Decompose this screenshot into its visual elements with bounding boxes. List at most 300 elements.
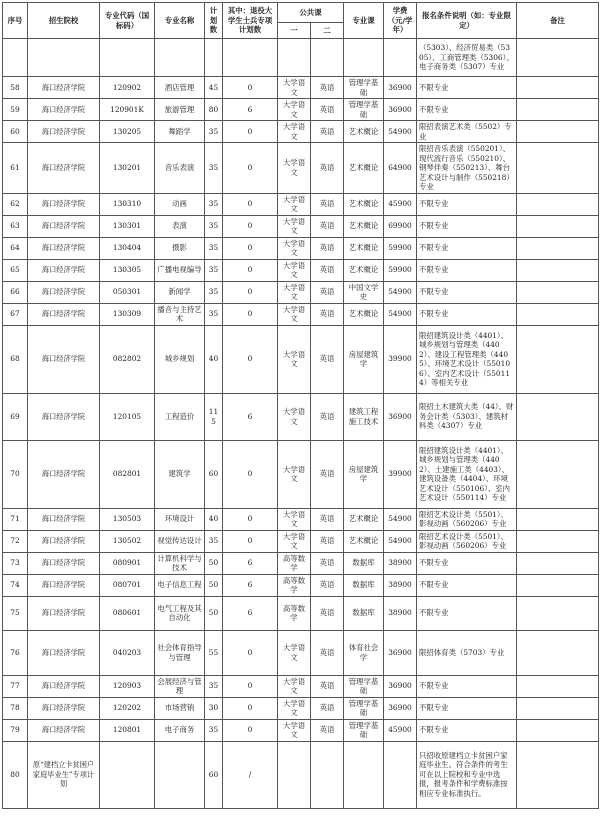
cell-major-name: 建筑学	[155, 440, 205, 508]
header-remark: 备注	[517, 3, 599, 39]
cell-seq: 75	[3, 596, 28, 630]
cell-fee: 69900	[384, 215, 417, 237]
cell-code: 120901K	[100, 99, 155, 121]
cell-seq: 66	[3, 281, 28, 303]
table-row	[3, 675, 599, 697]
cell-requirement: 限招土木建筑大类（44）、财务会计类（5303）、建筑材料类（4307）专业	[417, 393, 517, 440]
cell-requirement: 不限专业	[417, 303, 517, 325]
cell-plan: 35	[205, 237, 223, 259]
cell-plan: 50	[205, 574, 223, 596]
cell-public-2: 英语	[311, 697, 344, 719]
header-public-course: 公共课	[278, 3, 344, 23]
cell-major-name: 工程造价	[155, 393, 205, 440]
header-name: 专业名称	[155, 3, 205, 39]
table-row	[3, 697, 599, 719]
cell-school: 海口经济学院	[28, 193, 100, 215]
cell-fee: 39900	[384, 440, 417, 508]
cell-requirement: 不限专业	[417, 596, 517, 630]
cell-seq: 78	[3, 697, 28, 719]
cell-code: 120903	[100, 675, 155, 697]
cell-code: 120801	[100, 719, 155, 741]
cell-plan: 35	[205, 121, 223, 143]
cell-veteran: 0	[223, 719, 278, 741]
cell-public-2: 英语	[311, 574, 344, 596]
cell-code: 130502	[100, 530, 155, 552]
cell-public-2: 英语	[311, 121, 344, 143]
cell-public-2: 英语	[311, 440, 344, 508]
cell-public-1: 大学语文	[278, 215, 311, 237]
cell-school: 海口经济学院	[28, 530, 100, 552]
cell-code: 130301	[100, 215, 155, 237]
cell-veteran: /	[223, 741, 278, 808]
cell-requirement: 不限专业	[417, 259, 517, 281]
cell-major-name: 会展经济与管理	[155, 675, 205, 697]
cell-school: 海口经济学院	[28, 325, 100, 393]
cell-seq: 73	[3, 552, 28, 574]
cell-plan: 80	[205, 99, 223, 121]
cell-public-1: 大学语文	[278, 193, 311, 215]
cell-fee: 39900	[384, 325, 417, 393]
cell-code: 130310	[100, 193, 155, 215]
cell-seq: 71	[3, 508, 28, 530]
admission-plan-table	[2, 2, 599, 809]
cell-veteran: 0	[223, 440, 278, 508]
cell-major-course: 艺术概论	[344, 237, 384, 259]
table-row	[3, 574, 599, 596]
cell-major-name	[155, 741, 205, 808]
cell-major-course: 数据库	[344, 552, 384, 574]
cell-veteran: 0	[223, 281, 278, 303]
cell-seq: 68	[3, 325, 28, 393]
cell-public-1: 大学语文	[278, 530, 311, 552]
cell-veteran: 0	[223, 193, 278, 215]
cell-school: 海口经济学院	[28, 552, 100, 574]
table-row	[3, 193, 599, 215]
cell-plan: 55	[205, 630, 223, 675]
cell-remark	[517, 325, 599, 393]
cell-remark	[517, 596, 599, 630]
cell-public-1: 高等数学	[278, 574, 311, 596]
cell-requirement: 不限专业	[417, 675, 517, 697]
cell-fee: 54900	[384, 303, 417, 325]
cell-veteran: 0	[223, 259, 278, 281]
cell-plan: 35	[205, 143, 223, 194]
cell-veteran: 6	[223, 393, 278, 440]
cell-major-course: 艺术概论	[344, 215, 384, 237]
cell-fee: 64900	[384, 143, 417, 194]
cell-major-course: 管理学基础	[344, 99, 384, 121]
cell-public-2: 英语	[311, 237, 344, 259]
cell-fee: 38900	[384, 596, 417, 630]
header-fee: 学费（元/学年）	[384, 3, 417, 39]
cell-remark	[517, 574, 599, 596]
cell-public-1: 大学语文	[278, 303, 311, 325]
table-row	[3, 325, 599, 393]
cell-fee: 36900	[384, 393, 417, 440]
cell-major-course: 艺术概论	[344, 508, 384, 530]
cell-code: 130205	[100, 121, 155, 143]
cell-public-2	[311, 741, 344, 808]
cell-public-1: 大学语文	[278, 675, 311, 697]
cell-veteran: 6	[223, 552, 278, 574]
cell-code: 130503	[100, 508, 155, 530]
cell-school: 海口经济学院	[28, 630, 100, 675]
cell-major-course: 艺术概论	[344, 193, 384, 215]
header-public-2: 二	[311, 23, 344, 39]
cell-major-name: 播音与主持艺术	[155, 303, 205, 325]
header-plan: 计划数	[205, 3, 223, 39]
cell-fee: 36900	[384, 675, 417, 697]
table-row	[3, 440, 599, 508]
cell-public-2: 英语	[311, 259, 344, 281]
cell-school: 海口经济学院	[28, 215, 100, 237]
cell-school: 海口经济学院	[28, 393, 100, 440]
cell-major-name: 环境设计	[155, 508, 205, 530]
cell-public-1: 大学语文	[278, 440, 311, 508]
continuation-note: （5303）、经济贸易类（5305）、工商管理类（5306）、电子商务类（5307）专业	[417, 39, 517, 77]
cell-public-2: 英语	[311, 215, 344, 237]
cell-seq: 60	[3, 121, 28, 143]
table-row	[3, 596, 599, 630]
cell-major-name: 市场营销	[155, 697, 205, 719]
cell-major-course: 管理学基础	[344, 675, 384, 697]
cell-major-name: 新闻学	[155, 281, 205, 303]
table-row	[3, 508, 599, 530]
cell-school: 海口经济学院	[28, 596, 100, 630]
header-code: 专业代码（国标码）	[100, 3, 155, 39]
cell-code: 130305	[100, 259, 155, 281]
header-major-course: 专业课	[344, 3, 384, 39]
cell-major-name: 计算机科学与技术	[155, 552, 205, 574]
cell-seq: 63	[3, 215, 28, 237]
cell-major-course: 数据库	[344, 596, 384, 630]
cell-public-1: 大学语文	[278, 508, 311, 530]
header-school: 招生院校	[28, 3, 100, 39]
cell-plan: 35	[205, 259, 223, 281]
cell-veteran: 6	[223, 574, 278, 596]
cell-public-1: 大学语文	[278, 281, 311, 303]
cell-school: 海口经济学院	[28, 237, 100, 259]
cell-seq: 59	[3, 99, 28, 121]
cell-major-name: 广播电视编导	[155, 259, 205, 281]
table-row	[3, 741, 599, 808]
cell-seq: 74	[3, 574, 28, 596]
cell-school: 海口经济学院	[28, 719, 100, 741]
cell-school: 海口经济学院	[28, 77, 100, 99]
cell-fee: 45900	[384, 719, 417, 741]
table-row	[3, 719, 599, 741]
cell-major-course: 艺术概论	[344, 143, 384, 194]
cell-plan: 45	[205, 77, 223, 99]
cell-plan: 35	[205, 530, 223, 552]
cell-seq: 64	[3, 237, 28, 259]
cell-plan: 35	[205, 719, 223, 741]
cell-public-1	[278, 741, 311, 808]
cell-code: 080901	[100, 552, 155, 574]
cell-code: 130404	[100, 237, 155, 259]
cell-requirement: 不限专业	[417, 77, 517, 99]
cell-veteran: 6	[223, 99, 278, 121]
cell-fee: 54900	[384, 508, 417, 530]
cell-veteran: 0	[223, 675, 278, 697]
cell-fee: 45900	[384, 193, 417, 215]
cell-requirement: 不限专业	[417, 237, 517, 259]
cell-code: 120902	[100, 77, 155, 99]
cell-fee: 36900	[384, 99, 417, 121]
cell-veteran: 0	[223, 508, 278, 530]
cell-seq: 67	[3, 303, 28, 325]
cell-public-1: 大学语文	[278, 719, 311, 741]
cell-plan: 35	[205, 281, 223, 303]
cell-major-name: 酒店管理	[155, 77, 205, 99]
cell-veteran: 0	[223, 325, 278, 393]
cell-public-2: 英语	[311, 552, 344, 574]
cell-plan: 35	[205, 675, 223, 697]
cell-school: 海口经济学院	[28, 697, 100, 719]
cell-major-course: 艺术概论	[344, 121, 384, 143]
cell-public-2: 英语	[311, 508, 344, 530]
cell-public-2: 英语	[311, 143, 344, 194]
table-row	[3, 143, 599, 194]
cell-major-course: 房屋建筑学	[344, 440, 384, 508]
cell-major-name: 摄影	[155, 237, 205, 259]
cell-major-name: 音乐表演	[155, 143, 205, 194]
table-row	[3, 281, 599, 303]
cell-public-2: 英语	[311, 596, 344, 630]
cell-veteran: 0	[223, 77, 278, 99]
cell-fee: 36900	[384, 77, 417, 99]
cell-public-2: 英语	[311, 303, 344, 325]
cell-plan: 50	[205, 596, 223, 630]
cell-veteran: 0	[223, 215, 278, 237]
cell-major-course: 建筑工程施工技术	[344, 393, 384, 440]
cell-public-2: 英语	[311, 77, 344, 99]
cell-plan: 30	[205, 697, 223, 719]
cell-fee: 38900	[384, 552, 417, 574]
cell-major-course: 艺术概论	[344, 303, 384, 325]
cell-major-name: 表演	[155, 215, 205, 237]
cell-public-1: 大学语文	[278, 325, 311, 393]
cell-remark	[517, 237, 599, 259]
table-row	[3, 530, 599, 552]
cell-major-course: 艺术概论	[344, 530, 384, 552]
cell-major-name: 社会体育指导与管理	[155, 630, 205, 675]
cell-requirement: 不限专业	[417, 99, 517, 121]
cell-requirement: 不限专业	[417, 215, 517, 237]
table-row	[3, 393, 599, 440]
cell-plan: 35	[205, 193, 223, 215]
cell-requirement: 不限专业	[417, 574, 517, 596]
cell-school: 海口经济学院	[28, 143, 100, 194]
cell-seq: 62	[3, 193, 28, 215]
cell-public-2: 英语	[311, 719, 344, 741]
cell-seq: 65	[3, 259, 28, 281]
cell-requirement: 不限专业	[417, 719, 517, 741]
cell-plan: 40	[205, 508, 223, 530]
cell-public-2: 英语	[311, 630, 344, 675]
cell-veteran: 0	[223, 303, 278, 325]
cell-remark	[517, 530, 599, 552]
cell-major-name: 城乡规划	[155, 325, 205, 393]
cell-public-2: 英语	[311, 193, 344, 215]
cell-remark	[517, 697, 599, 719]
cell-requirement: 不限专业	[417, 193, 517, 215]
cell-fee: 54900	[384, 121, 417, 143]
cell-remark	[517, 281, 599, 303]
cell-code: 080601	[100, 596, 155, 630]
header-public-1: 一	[278, 23, 311, 39]
cell-public-1: 大学语文	[278, 121, 311, 143]
cell-public-1: 大学语文	[278, 697, 311, 719]
cell-major-course: 管理学基础	[344, 77, 384, 99]
cell-remark	[517, 215, 599, 237]
cell-major-course: 体育社会学	[344, 630, 384, 675]
cell-code: 120202	[100, 697, 155, 719]
cell-plan: 115	[205, 393, 223, 440]
cell-public-1: 大学语文	[278, 237, 311, 259]
cell-public-1: 大学语文	[278, 143, 311, 194]
cell-requirement: 限招表演艺术类（5502）专业	[417, 121, 517, 143]
continuation-row	[3, 39, 599, 77]
cell-school: 海口经济学院	[28, 574, 100, 596]
cell-remark	[517, 630, 599, 675]
cell-major-course	[344, 741, 384, 808]
cell-public-2: 英语	[311, 393, 344, 440]
cell-requirement: 限招艺术设计类（5501）、影视动画（560206）专业	[417, 530, 517, 552]
cell-seq: 69	[3, 393, 28, 440]
cell-school: 海口经济学院	[28, 303, 100, 325]
cell-veteran: 6	[223, 596, 278, 630]
table-row	[3, 121, 599, 143]
cell-major-course: 中国文学史	[344, 281, 384, 303]
cell-major-course: 管理学基础	[344, 719, 384, 741]
cell-remark	[517, 193, 599, 215]
header-requirement: 报名条件说明（如：专业限定）	[417, 3, 517, 39]
header-veteran: 其中：退役大学生士兵专项计划数	[223, 3, 278, 39]
cell-school: 海口经济学院	[28, 440, 100, 508]
cell-fee: 38900	[384, 574, 417, 596]
cell-seq: 58	[3, 77, 28, 99]
cell-requirement: 限招建筑设计类（4401）、城乡规划与管理类（4402）、土建施工类（4403）、建筑设备类（4404）、环境艺术设计（550106）、室内艺术设计（550114）专业	[417, 440, 517, 508]
cell-major-course: 数据库	[344, 574, 384, 596]
cell-school: 海口经济学院	[28, 281, 100, 303]
cell-public-2: 英语	[311, 281, 344, 303]
cell-remark	[517, 77, 599, 99]
cell-major-name: 动画	[155, 193, 205, 215]
cell-school: 海口经济学院	[28, 675, 100, 697]
cell-remark	[517, 508, 599, 530]
cell-plan: 50	[205, 552, 223, 574]
cell-school: 海口经济学院	[28, 99, 100, 121]
cell-remark	[517, 121, 599, 143]
cell-major-name: 旅游管理	[155, 99, 205, 121]
cell-school: 海口经济学院	[28, 121, 100, 143]
cell-remark	[517, 675, 599, 697]
cell-public-1: 大学语文	[278, 259, 311, 281]
cell-public-1: 高等数学	[278, 596, 311, 630]
cell-code	[100, 741, 155, 808]
cell-school: 海口经济学院	[28, 259, 100, 281]
table-row	[3, 215, 599, 237]
table-row	[3, 303, 599, 325]
cell-remark	[517, 99, 599, 121]
cell-public-2: 英语	[311, 325, 344, 393]
cell-fee: 54900	[384, 281, 417, 303]
cell-plan: 35	[205, 303, 223, 325]
cell-fee: 59900	[384, 237, 417, 259]
cell-requirement: 限招体育类（5703）专业	[417, 630, 517, 675]
cell-fee: 59900	[384, 259, 417, 281]
cell-requirement: 只招收原建档立卡贫困户家庭毕业生。符合条件的考生可在以上院校和专业中选报，报考条件和学费标准按相应专业标准执行。	[417, 741, 517, 808]
cell-seq: 76	[3, 630, 28, 675]
table-row	[3, 77, 599, 99]
cell-major-name: 舞蹈学	[155, 121, 205, 143]
cell-requirement: 不限专业	[417, 552, 517, 574]
cell-public-2: 英语	[311, 99, 344, 121]
cell-fee: 36900	[384, 697, 417, 719]
cell-plan: 40	[205, 325, 223, 393]
cell-requirement: 限招建筑设计类（4401）、城乡规划与管理类（4402）、建设工程管理类（4405）、环境艺术设计（550106）、室内艺术设计（550114）等相关专业	[417, 325, 517, 393]
cell-remark	[517, 143, 599, 194]
cell-code: 080701	[100, 574, 155, 596]
cell-code: 082801	[100, 440, 155, 508]
cell-requirement: 不限专业	[417, 697, 517, 719]
cell-plan: 60	[205, 741, 223, 808]
cell-code: 130309	[100, 303, 155, 325]
cell-public-1: 大学语文	[278, 630, 311, 675]
cell-seq: 61	[3, 143, 28, 194]
cell-major-name: 电子信息工程	[155, 574, 205, 596]
cell-veteran: 0	[223, 121, 278, 143]
cell-seq: 72	[3, 530, 28, 552]
cell-major-name: 电气工程及其自动化	[155, 596, 205, 630]
cell-veteran: 0	[223, 697, 278, 719]
cell-code: 082802	[100, 325, 155, 393]
cell-remark	[517, 303, 599, 325]
cell-seq: 79	[3, 719, 28, 741]
cell-requirement: 不限专业	[417, 281, 517, 303]
cell-remark	[517, 440, 599, 508]
cell-code: 120105	[100, 393, 155, 440]
cell-veteran: 0	[223, 630, 278, 675]
cell-plan: 35	[205, 215, 223, 237]
cell-code: 130201	[100, 143, 155, 194]
table-row	[3, 237, 599, 259]
cell-remark	[517, 393, 599, 440]
cell-requirement: 限招艺术设计类（5501）、影视动画（560206）专业	[417, 508, 517, 530]
cell-school: 原“建档立卡贫困户家庭毕业生”专项计划	[28, 741, 100, 808]
cell-plan: 60	[205, 440, 223, 508]
table-row	[3, 630, 599, 675]
cell-school: 海口经济学院	[28, 508, 100, 530]
table-row	[3, 552, 599, 574]
cell-code: 050301	[100, 281, 155, 303]
cell-code: 040203	[100, 630, 155, 675]
cell-seq: 77	[3, 675, 28, 697]
cell-seq: 80	[3, 741, 28, 808]
cell-major-name: 视觉传达设计	[155, 530, 205, 552]
cell-veteran: 0	[223, 237, 278, 259]
cell-public-1: 大学语文	[278, 77, 311, 99]
cell-public-1: 大学语文	[278, 393, 311, 440]
cell-remark	[517, 552, 599, 574]
cell-fee	[384, 741, 417, 808]
cell-major-course: 房屋建筑学	[344, 325, 384, 393]
table-row	[3, 99, 599, 121]
cell-public-2: 英语	[311, 530, 344, 552]
cell-major-course: 管理学基础	[344, 697, 384, 719]
cell-seq: 70	[3, 440, 28, 508]
